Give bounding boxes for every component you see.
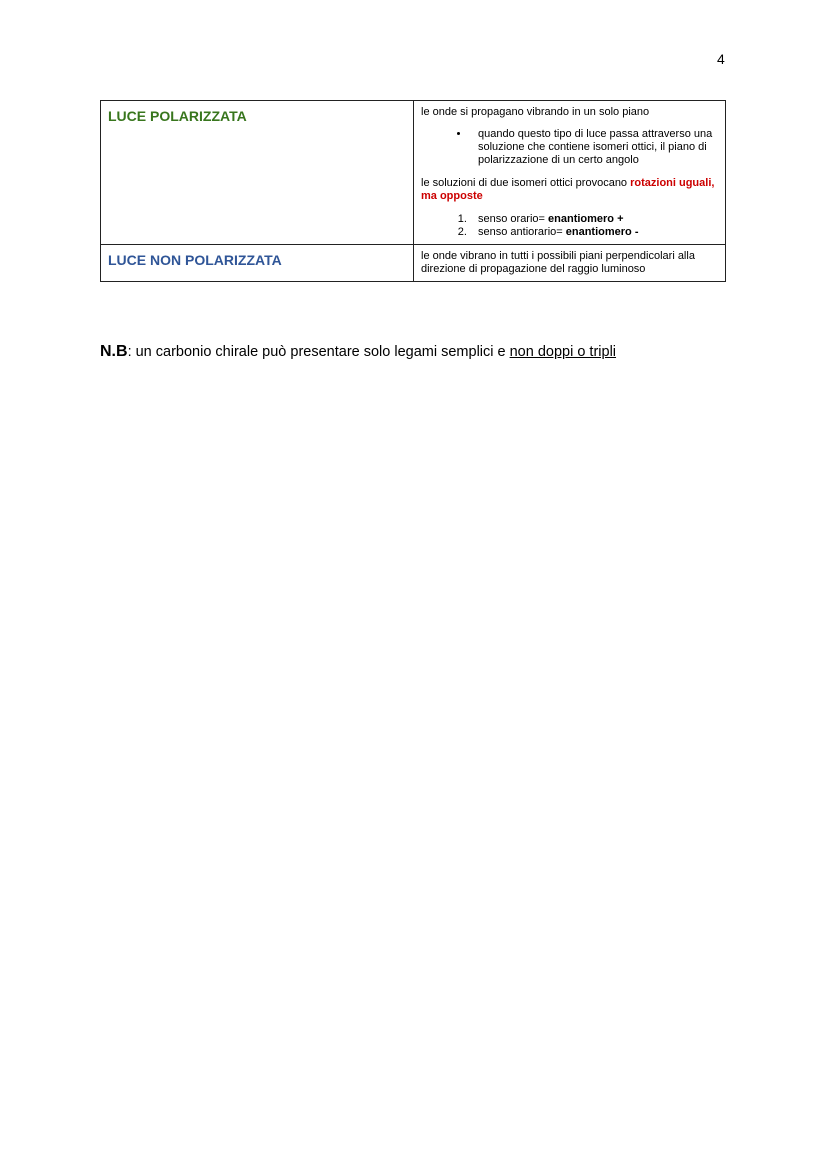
item-label: senso antiorario= xyxy=(478,226,566,238)
list-item xyxy=(470,226,718,239)
table-row xyxy=(101,245,726,282)
list-item xyxy=(470,213,718,226)
item-bold: enantiomero + xyxy=(548,213,624,225)
sentence-text: le soluzioni di due isomeri ottici provocano xyxy=(421,177,631,189)
term-polarized: LUCE POLARIZZATA xyxy=(101,101,414,245)
page-number: 4 xyxy=(717,51,725,67)
definition-unpolarized: le onde vibrano in tutti i possibili piani perpendicolari alla direzione di propagazione del raggio luminoso xyxy=(414,245,726,282)
list-item: • quando questo tipo di luce passa attraverso una soluzione che contiene isomeri ottici, il piano di polarizzazione di un certo angolo xyxy=(470,128,718,167)
table-row xyxy=(101,101,726,245)
note-underlined: non doppi o tripli xyxy=(509,344,617,360)
intro-text: le onde si propagano vibrando in un solo piano xyxy=(421,106,650,118)
item-label: senso orario= xyxy=(478,213,549,225)
note-text: : un carbonio chirale può presentare solo legami semplici e xyxy=(127,344,510,360)
light-table xyxy=(100,100,726,282)
note-key: N.B xyxy=(100,343,128,360)
definition-polarized xyxy=(414,101,726,245)
highlight-text: rotazioni uguali, ma opposte xyxy=(421,177,715,202)
term-unpolarized: LUCE NON POLARIZZATA xyxy=(101,245,414,282)
sentence xyxy=(421,177,718,203)
item-bold: enantiomero - xyxy=(565,226,639,238)
note xyxy=(100,343,616,361)
numbered-list xyxy=(421,213,718,239)
bullet-list xyxy=(421,128,718,167)
